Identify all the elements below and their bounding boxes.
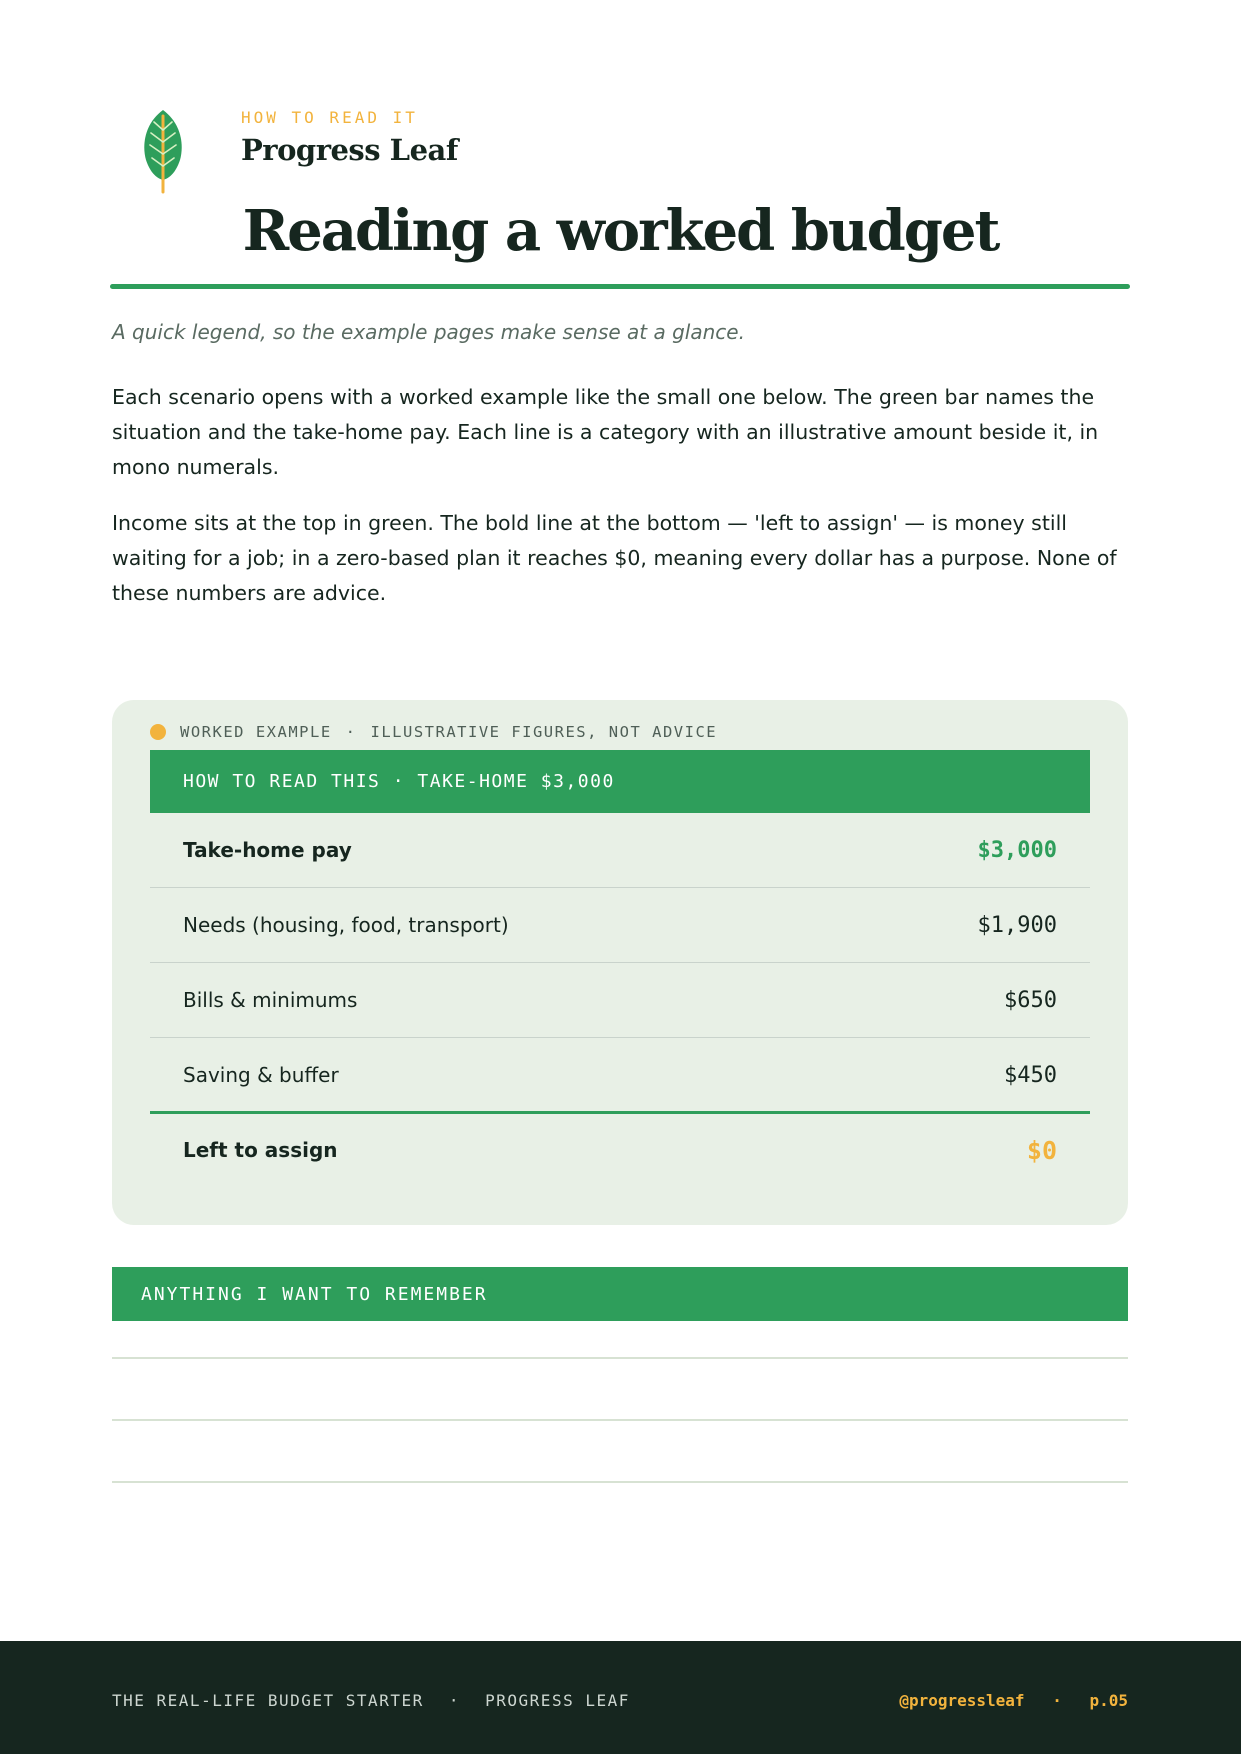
example-bar: HOW TO READ THIS · TAKE-HOME $3,000 — [150, 750, 1090, 813]
row-amount: $450 — [1004, 1062, 1057, 1088]
brand-name: Progress Leaf — [241, 133, 458, 167]
status-dot-icon — [150, 724, 166, 740]
footer-separator: · — [448, 1691, 460, 1710]
row-label: Take-home pay — [183, 838, 352, 862]
row-label: Left to assign — [183, 1138, 338, 1162]
body-paragraph-1: Each scenario opens with a worked example like the small one below. The green bar names the situation and the take-home pay. Each line is a category with an illustrative amount beside it, in mono numerals. — [112, 385, 1099, 479]
note-line[interactable] — [112, 1419, 1128, 1421]
worked-example-card — [112, 700, 1128, 1225]
footer-left — [112, 1691, 630, 1710]
row-amount: $3,000 — [977, 837, 1057, 863]
row-amount: $0 — [1026, 1135, 1057, 1165]
page-kicker: HOW TO READ IT — [241, 108, 418, 127]
example-meta — [150, 722, 717, 742]
page-number: p.05 — [1089, 1691, 1128, 1710]
row-label: Saving & buffer — [183, 1063, 339, 1087]
leaf-icon — [132, 108, 194, 194]
footer-right — [899, 1691, 1128, 1710]
footer-handle: @progressleaf — [899, 1691, 1025, 1710]
lede-text: A quick legend, so the example pages make sense at a glance. — [112, 320, 745, 344]
notes-heading: ANYTHING I WANT TO REMEMBER — [112, 1267, 1128, 1321]
footer-brand: PROGRESS LEAF — [485, 1691, 630, 1710]
note-line[interactable] — [112, 1481, 1128, 1483]
table-row-total — [150, 1111, 1090, 1186]
header — [112, 96, 1129, 196]
row-amount: $1,900 — [977, 912, 1057, 938]
meta-separator: · — [345, 723, 357, 741]
footer — [0, 1641, 1241, 1754]
note-line[interactable] — [112, 1357, 1128, 1359]
row-amount: $650 — [1004, 987, 1057, 1013]
title-rule — [110, 284, 1130, 289]
example-meta-left: WORKED EXAMPLE — [180, 723, 332, 741]
table-row — [150, 888, 1090, 963]
footer-title: THE REAL-LIFE BUDGET STARTER — [112, 1691, 424, 1710]
page-title: Reading a worked budget — [242, 198, 999, 264]
row-label: Bills & minimums — [183, 988, 358, 1012]
table-row — [150, 963, 1090, 1038]
example-meta-right: ILLUSTRATIVE FIGURES, NOT ADVICE — [370, 723, 718, 741]
table-row — [150, 1038, 1090, 1113]
table-row-income — [150, 813, 1090, 888]
footer-separator: · — [1052, 1691, 1062, 1710]
row-label: Needs (housing, food, transport) — [183, 913, 509, 937]
body-paragraph-2: Income sits at the top in green. The bold line at the bottom — 'left to assign' — is money still waiting for a job; in a zero-based plan it reaches $0, meaning every dollar has a purpose. None of these numbers are advice. — [112, 511, 1117, 605]
